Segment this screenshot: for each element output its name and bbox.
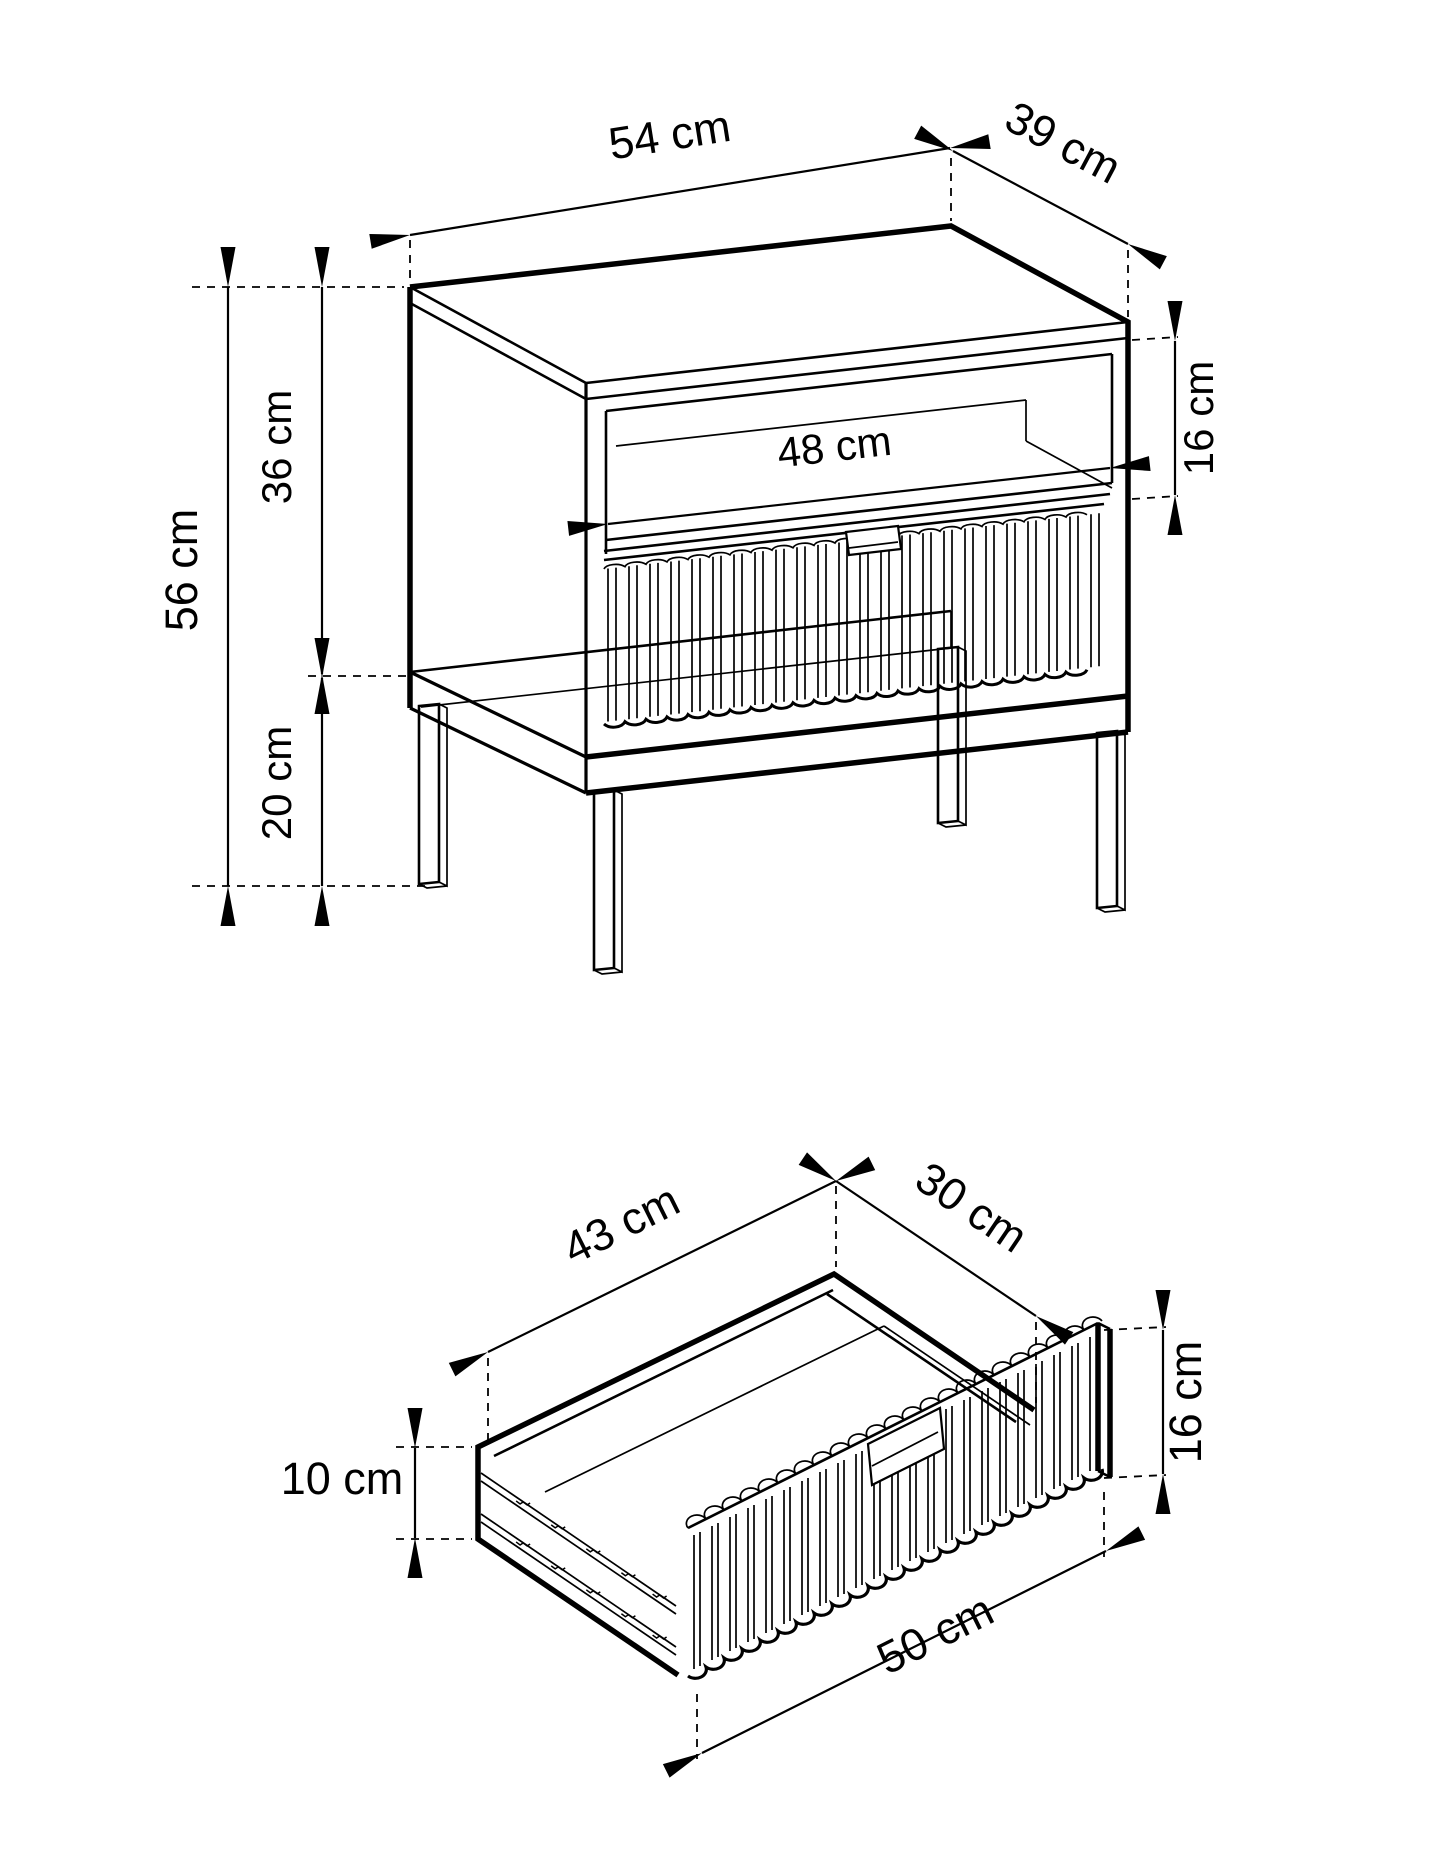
frame-front-bar-bottom (586, 732, 1128, 793)
leg-back-left (419, 704, 447, 888)
top-face-front-edge (586, 322, 1128, 383)
niche-right-wall-floor-edge (1026, 441, 1112, 488)
frame-front-bar-top (586, 696, 1128, 757)
dim-body-height-label: 36 cm (253, 389, 300, 505)
rail-clip-mark (516, 1542, 530, 1546)
leg-frame (410, 611, 1128, 974)
dimension-side-height (281, 1447, 472, 1539)
dimension-box-depth (836, 1152, 1037, 1403)
rail-clip-mark (586, 1590, 600, 1594)
dimension-front-width (697, 1492, 1106, 1759)
dim-leg-height-label: 20 cm (253, 725, 300, 841)
drawer-view (281, 1152, 1211, 1759)
top-panel-front-underside (586, 338, 1128, 399)
dimension-body-height (253, 287, 406, 676)
rail-clip-mark (653, 1594, 667, 1598)
drawer-handle-flap (846, 526, 901, 555)
nightstand-view (156, 91, 1222, 974)
dim-niche-width-label: 48 cm (774, 416, 894, 477)
dim-box-depth-label: 30 cm (906, 1151, 1037, 1263)
drawer-handle (846, 526, 901, 555)
rail-clip-mark (653, 1635, 667, 1639)
body-bottom-back-edge (410, 611, 951, 672)
dim-total-height-label: 56 cm (156, 508, 207, 632)
dimension-niche-height (1132, 337, 1222, 499)
dim-side-height-label: 10 cm (280, 1453, 404, 1504)
rail-clip-mark (551, 1566, 565, 1570)
drawer-inner-rim-back (494, 1290, 833, 1456)
dim-width-label: 54 cm (605, 99, 735, 170)
rail-clip-mark (621, 1573, 635, 1577)
dimension-box-width (488, 1174, 836, 1441)
rail-clip-mark (586, 1549, 600, 1553)
drawer-floor-back-edge (545, 1326, 884, 1492)
dim-depth-label: 39 cm (997, 91, 1130, 194)
dim-front-height-label: 16 cm (1160, 1340, 1211, 1464)
rail-clip-mark (621, 1614, 635, 1618)
dimension-niche-width (608, 417, 1110, 524)
dim-box-width-label: 43 cm (554, 1173, 688, 1275)
rail-clip-mark (516, 1501, 530, 1505)
dimension-leg-height (253, 678, 322, 886)
drawer-front (604, 504, 1104, 727)
dim-niche-height-label: 16 cm (1175, 360, 1222, 476)
dimension-depth (953, 91, 1129, 317)
dimension-front-height (1104, 1327, 1211, 1478)
top-face-left-edge (410, 287, 586, 383)
top-panel-left-underside (410, 303, 586, 399)
leg-front-right (1097, 731, 1125, 912)
dim-front-width-label: 50 cm (868, 1583, 1002, 1685)
frame-left-bar-bottom (410, 708, 586, 793)
body-bottom-left-edge (410, 672, 586, 757)
niche-top-edge (606, 354, 1112, 411)
rail-clip-mark (551, 1525, 565, 1529)
leg-front-left (594, 790, 622, 974)
